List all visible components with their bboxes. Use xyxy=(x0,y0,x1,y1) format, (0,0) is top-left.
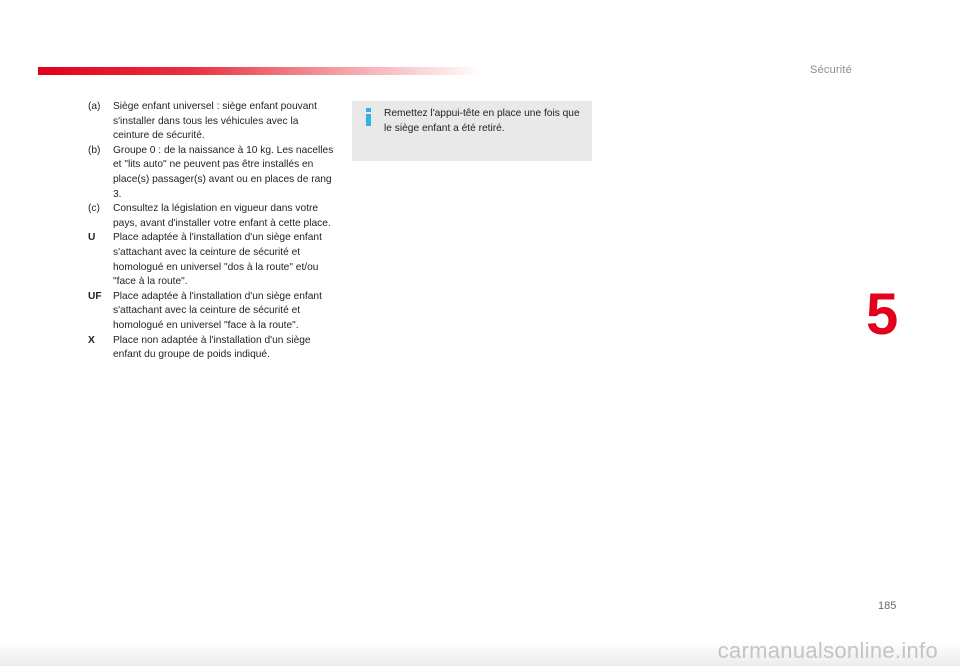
legend-item xyxy=(88,100,334,144)
legend-key: X xyxy=(88,334,95,346)
chapter-number: 5 xyxy=(866,282,899,347)
legend-key: UF xyxy=(88,290,102,302)
watermark-text: carmanualsonline.info xyxy=(717,638,938,663)
legend-item xyxy=(88,144,334,202)
legend-item xyxy=(88,290,334,334)
watermark-band xyxy=(0,638,960,666)
legend-text: Place non adaptée à l'installation d'un siège enfant du groupe de poids indiqué. xyxy=(113,334,311,361)
legend-key: (a) xyxy=(88,101,101,112)
header-accent-bar xyxy=(38,67,483,75)
info-icon xyxy=(364,108,373,126)
legend-key: U xyxy=(88,232,96,244)
legend-item xyxy=(88,202,334,231)
page-number: 185 xyxy=(878,600,897,612)
info-note-box xyxy=(352,101,592,161)
legend-key: (c) xyxy=(88,203,100,215)
legend-text: Siège enfant universel : siège enfant pouvant s'installer dans tous les véhicules avec la ceinture de sécurité. xyxy=(113,101,317,142)
legend-item xyxy=(88,231,334,289)
legend-key: (b) xyxy=(88,144,101,156)
legend-text: Place adaptée à l'installation d'un siège enfant s'attachant avec la ceinture de sécurité et homologué en universel "face à la route". xyxy=(113,290,322,331)
legend-list xyxy=(88,100,334,363)
legend-text: Place adaptée à l'installation d'un siège enfant s'attachant avec la ceinture de sécurité et homologué en universel "dos à la route" et/ou "face à la route". xyxy=(113,232,322,288)
legend-text: Consultez la législation en vigueur dans votre pays, avant d'installer votre enfant à cette place. xyxy=(113,203,331,229)
info-note-text: Remettez l'appui-tête en place une fois que le siège enfant a été retiré. xyxy=(384,108,580,134)
legend-item xyxy=(88,334,334,363)
legend-text: Groupe 0 : de la naissance à 10 kg. Les nacelles et "lits auto" ne peuvent pas être installés en place(s) passager(s) avant ou en places de rang 3. xyxy=(113,144,334,200)
section-title: Sécurité xyxy=(810,64,852,76)
